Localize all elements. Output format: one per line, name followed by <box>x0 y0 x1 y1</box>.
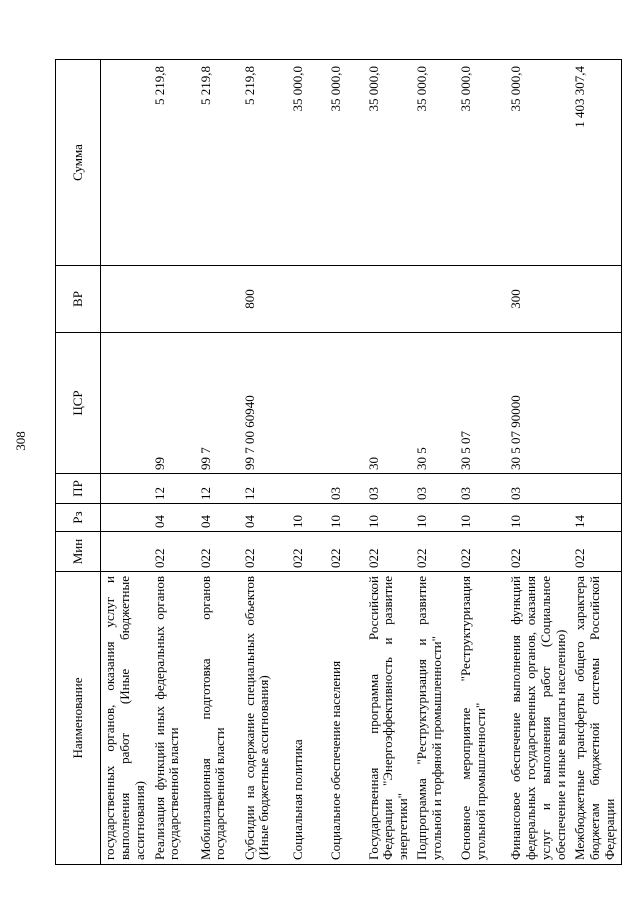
header-rz: Рз <box>56 504 101 532</box>
table-row <box>365 60 414 865</box>
row-sum: 5 219,8 <box>241 60 289 266</box>
table-row <box>151 60 197 865</box>
row-sum: 35 000,0 <box>327 60 365 266</box>
row-csr: 30 5 07 <box>457 333 507 474</box>
row-csr <box>327 333 365 474</box>
row-name: Социальная политика <box>289 572 327 865</box>
header-vr: ВР <box>56 266 101 333</box>
table-header-row <box>56 60 101 865</box>
row-name: Социальное обеспечение населения <box>327 572 365 865</box>
header-sum: Сумма <box>56 60 101 266</box>
row-csr: 30 <box>365 333 414 474</box>
row-min: 022 <box>327 532 365 572</box>
table-row <box>413 60 457 865</box>
row-pr <box>289 474 327 504</box>
header-csr: ЦСР <box>56 333 101 474</box>
row-rz: 10 <box>507 504 571 532</box>
row-pr: 03 <box>457 474 507 504</box>
header-min: Мин <box>56 532 101 572</box>
row-rz: 10 <box>365 504 414 532</box>
row-csr <box>571 333 621 474</box>
row-vr <box>457 266 507 333</box>
row-pr <box>101 474 151 504</box>
row-min: 022 <box>507 532 571 572</box>
row-vr <box>365 266 414 333</box>
row-sum: 35 000,0 <box>289 60 327 266</box>
table-row <box>289 60 327 865</box>
row-rz: 10 <box>413 504 457 532</box>
row-vr: 800 <box>241 266 289 333</box>
row-csr <box>101 333 151 474</box>
row-vr <box>289 266 327 333</box>
row-csr: 30 5 07 90000 <box>507 333 571 474</box>
header-name: Наименование <box>56 572 101 865</box>
table-row <box>197 60 241 865</box>
row-name: государственных органов, оказания услуг и выполнения работ (Иные бюджетные ассигнования) <box>101 572 151 865</box>
row-vr: 300 <box>507 266 571 333</box>
row-sum <box>101 60 151 266</box>
row-pr: 03 <box>507 474 571 504</box>
row-min: 022 <box>197 532 241 572</box>
row-pr: 12 <box>197 474 241 504</box>
row-pr: 03 <box>413 474 457 504</box>
row-min <box>101 532 151 572</box>
row-min: 022 <box>571 532 621 572</box>
row-csr: 30 5 <box>413 333 457 474</box>
row-sum: 1 403 307,4 <box>571 60 621 266</box>
row-sum: 35 000,0 <box>507 60 571 266</box>
table-row <box>101 60 151 865</box>
row-csr: 99 7 <box>197 333 241 474</box>
row-min: 022 <box>365 532 414 572</box>
row-name: Межбюджетные трансферты общего характера бюджетам бюджетной системы Российской Федерации <box>571 572 621 865</box>
row-vr <box>151 266 197 333</box>
row-vr <box>571 266 621 333</box>
row-vr <box>413 266 457 333</box>
row-min: 022 <box>457 532 507 572</box>
row-rz <box>101 504 151 532</box>
row-csr: 99 7 00 60940 <box>241 333 289 474</box>
table-row <box>507 60 571 865</box>
row-rz: 10 <box>327 504 365 532</box>
row-pr: 03 <box>365 474 414 504</box>
row-rz: 04 <box>241 504 289 532</box>
row-min: 022 <box>151 532 197 572</box>
row-rz: 04 <box>151 504 197 532</box>
row-vr <box>327 266 365 333</box>
table-row <box>457 60 507 865</box>
row-sum: 35 000,0 <box>457 60 507 266</box>
row-name: Субсидии на содержание специальных объектов (Иные бюджетные ассигнования) <box>241 572 289 865</box>
row-min: 022 <box>241 532 289 572</box>
row-sum: 5 219,8 <box>197 60 241 266</box>
row-min: 022 <box>289 532 327 572</box>
table-row <box>571 60 621 865</box>
row-name: Финансовое обеспечение выполнения функций федеральных государственных органов, оказания услуг и выполнения работ (Социальное обеспечение и иные выплаты населению) <box>507 572 571 865</box>
row-pr: 03 <box>327 474 365 504</box>
row-sum: 5 219,8 <box>151 60 197 266</box>
row-pr <box>571 474 621 504</box>
table-row <box>241 60 289 865</box>
row-name: Основное мероприятие "Реструктуризация угольной промышленности" <box>457 572 507 865</box>
row-name: Реализация функций иных федеральных органов государственной власти <box>151 572 197 865</box>
row-pr: 12 <box>151 474 197 504</box>
row-vr <box>197 266 241 333</box>
row-rz: 04 <box>197 504 241 532</box>
row-sum: 35 000,0 <box>365 60 414 266</box>
header-pr: ПР <box>56 474 101 504</box>
row-sum: 35 000,0 <box>413 60 457 266</box>
row-name: Мобилизационная подготовка органов государственной власти <box>197 572 241 865</box>
row-min: 022 <box>413 532 457 572</box>
table-row <box>327 60 365 865</box>
row-rz: 10 <box>457 504 507 532</box>
row-csr: 99 <box>151 333 197 474</box>
row-rz: 10 <box>289 504 327 532</box>
row-name: Государственная программа Российской Федерации "Энергоэффективность и развитие энергетики" <box>365 572 414 865</box>
row-rz: 14 <box>571 504 621 532</box>
row-pr: 12 <box>241 474 289 504</box>
row-name: Подпрограмма "Реструктуризация и развитие угольной и торфяной промышленности" <box>413 572 457 865</box>
budget-table-container <box>55 60 617 865</box>
page-number: 308 <box>13 431 28 451</box>
budget-table <box>55 59 622 865</box>
row-csr <box>289 333 327 474</box>
row-vr <box>101 266 151 333</box>
